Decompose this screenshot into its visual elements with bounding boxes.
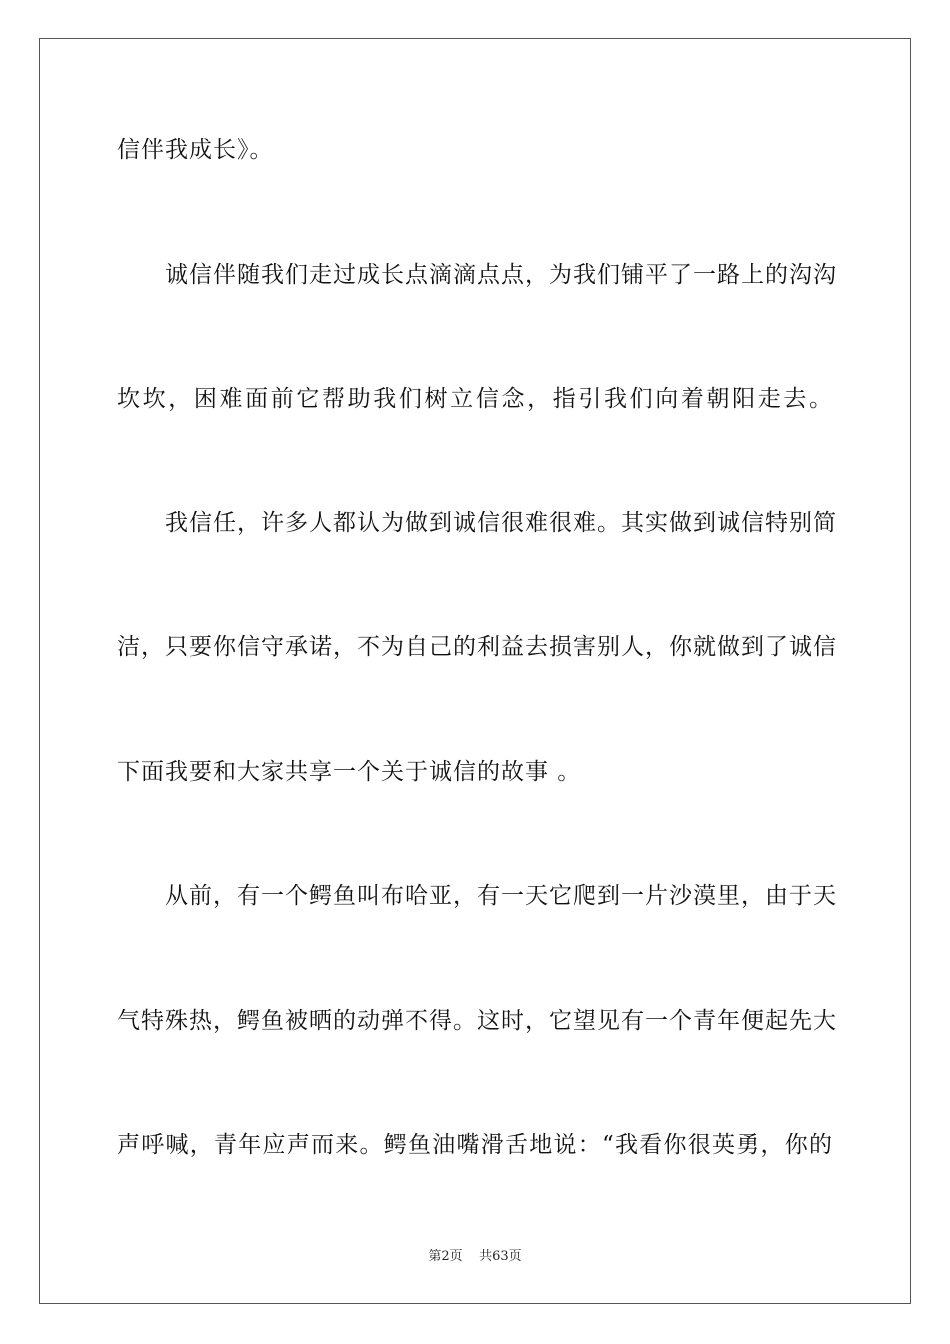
page-total: 共63页 bbox=[479, 1249, 522, 1264]
page-frame bbox=[39, 38, 911, 1304]
text-line-7: 从前，有一个鳄鱼叫布哈亚，有一天它爬到一片沙漠里，由于天 bbox=[165, 883, 837, 909]
text-line-5: 洁，只要你信守承诺，不为自己的利益去损害别人，你就做到了诚信 bbox=[117, 634, 837, 660]
text-line-1: 信伴我成长》。 bbox=[117, 137, 274, 163]
text-line-6: 下面我要和大家共享一个关于诚信的故事 。 bbox=[117, 759, 582, 785]
page-footer bbox=[0, 1248, 950, 1266]
text-line-3: 坎坎，困难面前它帮助我们树立信念，指引我们向着朝阳走去。 bbox=[117, 386, 833, 412]
text-line-9: 声呼喊，青年应声而来。鳄鱼油嘴滑舌地说：“我看你很英勇，你的 bbox=[117, 1132, 833, 1158]
text-line-4: 我信任，许多人都认为做到诚信很难很难。其实做到诚信特别简 bbox=[165, 510, 837, 536]
text-line-2: 诚信伴随我们走过成长点滴滴点点，为我们铺平了一路上的沟沟 bbox=[165, 262, 837, 288]
text-line-8: 气特殊热，鳄鱼被晒的动弹不得。这时，它望见有一个青年便起先大 bbox=[117, 1008, 837, 1034]
page-number: 第2页 bbox=[428, 1249, 463, 1264]
